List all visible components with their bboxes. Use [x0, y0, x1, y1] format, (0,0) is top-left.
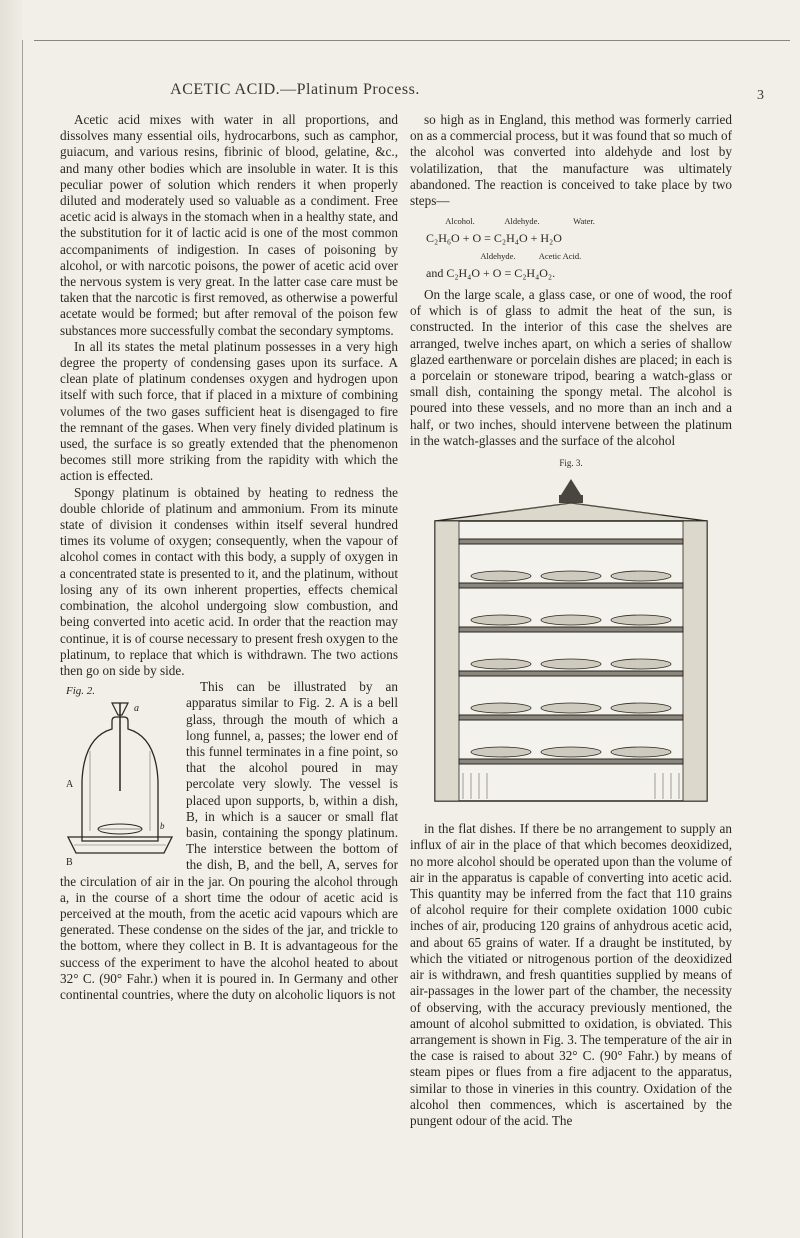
paragraph: In all its states the metal platinum possesses in a very high degree the property of condensing gases upon its surface. A clean plate of platinum condenses oxygen and hydrogen upon itself with such force, that if placed in a mixture of combining volumes of the two gases sufficient heat is disengaged to fire the remnant of the gases. When very finely divided platinum is used, the surface is so greatly extended that the phenomenon becomes still more striking from the rapidity with which the action is effected.: [60, 338, 398, 484]
left-margin-rule: [22, 40, 23, 1238]
running-title: ACETIC ACID.—Platinum Process.: [170, 81, 420, 98]
figure-3-caption: Fig. 3.: [559, 458, 583, 469]
reaction-equations: [410, 213, 732, 281]
top-rule: [34, 40, 790, 41]
paragraph: in the flat dishes. If there be no arrangement to supply an influx of air in the place of that which becomes deoxidized, no more alcohol should be operated upon than the volume of air in the apparatus is capable of converting into acetic acid. This quantity may be inferred from the fact that 110 grains of alcohol require for their complete oxidation 1000 cubic inches of air, producing 120 grains of anhydrous acetic acid, and about 65 grains of water. If a draught be instituted, by which the vitiated or nitrogenous portion of the deoxidized air is withdrawn, and fresh quantities supplied by means of air-passages in the lower part of the chamber, the necessity of observing, with the accuracy previously mentioned, the amount of alcohol submitted to oxidation, is obviated. This arrangement is shown in Fig. 3. The temperature of the air in the case is raised to about 32° C. (90° Fahr.) by means of steam pipes or flues from a fire adjacent to the apparatus, similar to those in vineries in this country. Oxidation of the alcohol then commences, which is ascertained by the pungent odour of the acid. The: [410, 821, 732, 1128]
equation-label: Aldehyde.: [504, 216, 540, 227]
figure-2-caption: Fig. 2.: [66, 685, 96, 698]
paragraph: so high as in England, this method was formerly carried on as a commercial process, but it was found that so much of the alcohol was converted into aldehyde and lost by volatilization, that the manufacture was ultimately abandoned. The reaction is conceived to take place by two steps—: [410, 112, 732, 209]
svg-text:B: B: [66, 857, 73, 869]
svg-text:a: a: [134, 703, 139, 715]
paragraph: Spongy platinum is obtained by heating to redness the double chloride of platinum and ammonium. From its minute state of division it condenses within itself several hundred times its volume of oxygen; consequently, when the vapour of alcohol comes in contact with this body, a supply of oxygen in a concentrated state is presented to it, and the platinum, without losing any of its own inherent properties, effects chemical combination, the alcohol undergoing slow combustion, and being converted into acetic acid. In order that the reaction may continue, it is of course necessary to present fresh oxygen to the platinum, to replace that which is withdrawn. The two actions then go on side by side.: [60, 484, 398, 678]
equation-1-labels: [410, 213, 732, 229]
equation-label: Aldehyde.: [480, 250, 516, 261]
equation-label: Water.: [573, 216, 595, 227]
right-column: [410, 112, 732, 1129]
equation-label: Alcohol.: [445, 216, 475, 227]
left-column: [60, 112, 398, 1003]
equation-1: C₂H₆O + O = C₂H₄O + H₂O: [426, 231, 562, 246]
equation-2: and C₂H₄O + O = C₂H₄O₂.: [426, 265, 556, 280]
paragraph: On the large scale, a glass case, or one of wood, the roof of which is of glass to admit the heat of the sun, is constructed. In the interior of this case the shelves are arranged, twelve inches apart, on which a series of shallow glazed earthenware or porcelain dishes are placed; in each is a porcelain or stoneware tripod, bearing a watch-glass or small dish, containing the spongy metal. The alcohol is poured into these vessels, and no more than an inch and a half, or two inches, should intervene between the platinum in the watch-glasses and the surface of the alcohol: [410, 287, 732, 448]
page-number: 3: [757, 88, 764, 103]
paragraph: Acetic acid mixes with water in all proportions, and dissolves many essential oils, hydrocarbons, such as camphor, guiacum, and various resins, fibrinic of blood, gelatine, &c., and many other bodies which are insoluble in water. It is this peculiar power of solution which renders it when properly diluted and moderately used so valuable as a condiment. Free acetic acid is always in the stomach when in a healthy state, and the substitution for it of lactic acid is one of the most common accompaniments of indigestion. In cases of poisoning by alcohol, or with narcotic poisons, the power of acetic acid over the nervous system is very great. In the latter case care must be taken that the narcotic is first removed, as otherwise a powerful acetate would be formed; but after removal of the poison few substances more successfully combat the secondary symptoms.: [60, 112, 398, 338]
paragraph: This can be illustrated by an apparatus similar to Fig. 2. A is a bell glass, through the mouth of which a long funnel, a, passes; the lower end of this funnel terminates in a fine point, so that the alcohol poured in may percolate very slowly. The vessel is placed upon supports, b, within a dish, B, in which is a saucer or small flat basin, containing the spongy platinum. The interstice between the bottom of the dish, B, and the bell, A, serves for the circulation of air in the jar. On pouring the alcohol through a, in the course of a short time the odour of acetic acid is perceived at the mouth, from the acetic acid vapours which are generated. These condense on the sides of the jar, and trickle to the bottom, where they collect in B. It is advantageous for the success of the experiment to have the alcohol heated to about 32° C. (90° Fahr.) when it is poured in. In Germany and other continental countries, where the duty on alcoholic liquors is not: [60, 679, 398, 1002]
svg-text:b: b: [160, 821, 165, 832]
equation-2-labels: [410, 248, 732, 264]
svg-text:A: A: [66, 779, 74, 791]
equation-label: Acetic Acid.: [538, 250, 582, 261]
figure-2: [60, 681, 180, 871]
glass-case-shelves-illustration: [421, 473, 721, 813]
page-binding-edge: [0, 0, 22, 1238]
bell-glass-apparatus-illustration: [60, 681, 180, 871]
